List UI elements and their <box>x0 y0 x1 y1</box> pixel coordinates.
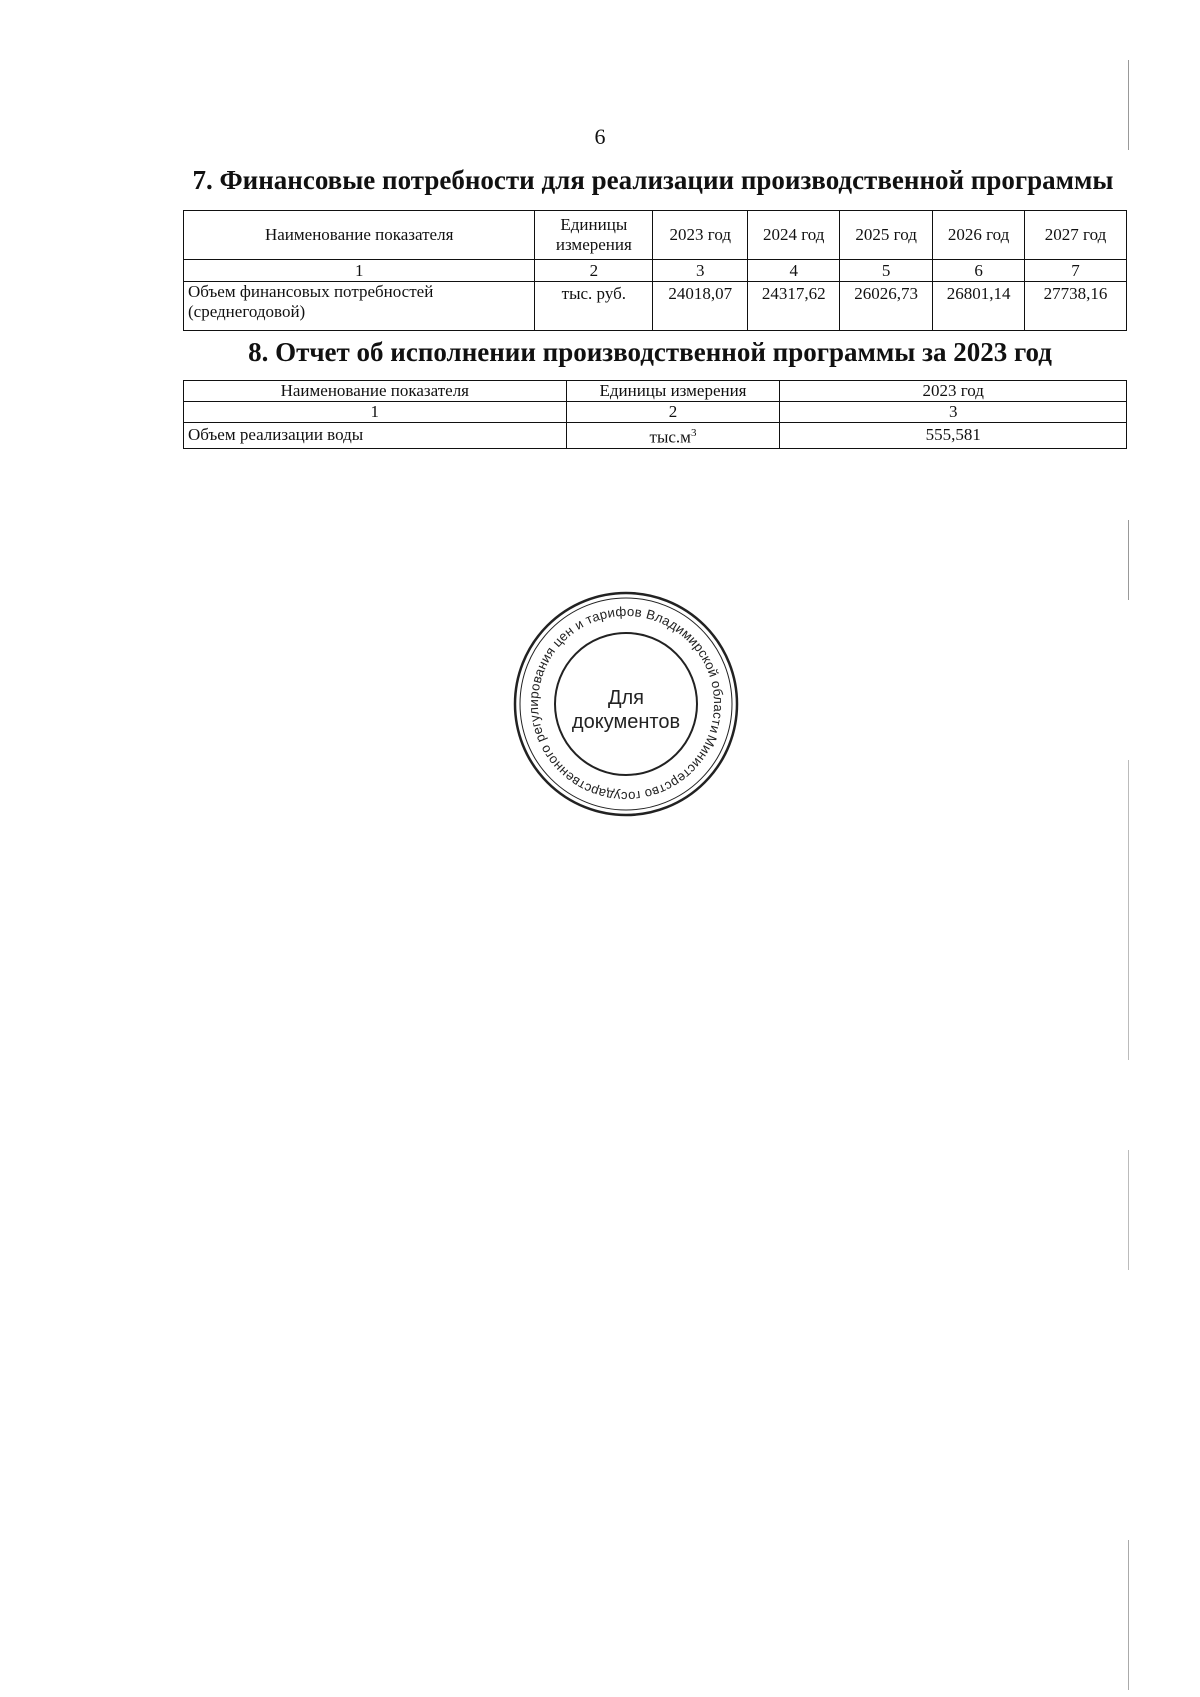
svg-text:Министерство государственного: Министерство государственного регулирования цен и тарифов Владимирской области <box>525 603 727 805</box>
unit-cell <box>566 423 780 449</box>
column-number: 1 <box>184 402 567 423</box>
scan-edge-line <box>1128 760 1129 1060</box>
header-cell: Наименование показателя <box>184 211 535 260</box>
column-number: 3 <box>780 402 1127 423</box>
column-number: 2 <box>566 402 780 423</box>
stamp-center-line2: документов <box>571 711 681 733</box>
column-number-row <box>184 260 1127 282</box>
section-7-title: 7. Финансовые потребности для реализации производственной программы <box>192 165 1114 195</box>
section-8-title: 8. Отчет об исполнении производственной программы за 2023 год <box>248 337 1052 367</box>
scan-edge-line <box>1128 1150 1129 1270</box>
header-cell: 2026 год <box>933 211 1025 260</box>
table-header-row <box>184 211 1127 260</box>
unit-cell: тыс. руб. <box>535 282 653 331</box>
value-2026: 26801,14 <box>933 282 1025 331</box>
value-2023: 555,581 <box>780 423 1127 449</box>
indicator-name: Объем реализации воды <box>184 423 567 449</box>
page-number: 6 <box>594 124 606 149</box>
financial-needs-table <box>183 210 1127 331</box>
value-2027: 27738,16 <box>1025 282 1127 331</box>
unit-superscript: 3 <box>690 427 697 439</box>
header-cell: 2023 год <box>653 211 748 260</box>
indicator-name: Объем финансовых потребностей (среднегодовой) <box>184 282 535 331</box>
column-number: 6 <box>933 260 1025 282</box>
column-number: 3 <box>653 260 748 282</box>
column-number: 7 <box>1025 260 1127 282</box>
column-number: 2 <box>535 260 653 282</box>
table-row <box>184 282 1127 331</box>
value-2023: 24018,07 <box>653 282 748 331</box>
column-number: 1 <box>184 260 535 282</box>
header-cell: Единицы измерения <box>535 211 653 260</box>
header-cell: 2024 год <box>748 211 840 260</box>
table-header-row <box>184 381 1127 402</box>
scan-edge-line <box>1128 60 1129 150</box>
header-cell: 2027 год <box>1025 211 1127 260</box>
column-number: 5 <box>840 260 933 282</box>
stamp-center-line1: Для <box>607 687 645 709</box>
program-report-table <box>183 380 1127 449</box>
header-cell: 2025 год <box>840 211 933 260</box>
value-2024: 24317,62 <box>748 282 840 331</box>
column-number: 4 <box>748 260 840 282</box>
scan-edge-line <box>1128 1540 1129 1690</box>
table-row <box>184 423 1127 449</box>
header-cell: Единицы измерения <box>566 381 780 402</box>
unit-text: тыс.м <box>649 427 691 447</box>
column-number-row <box>184 402 1127 423</box>
scan-edge-line <box>1128 520 1129 600</box>
official-stamp <box>512 590 740 818</box>
value-2025: 26026,73 <box>840 282 933 331</box>
header-cell: Наименование показателя <box>184 381 567 402</box>
header-cell: 2023 год <box>780 381 1127 402</box>
